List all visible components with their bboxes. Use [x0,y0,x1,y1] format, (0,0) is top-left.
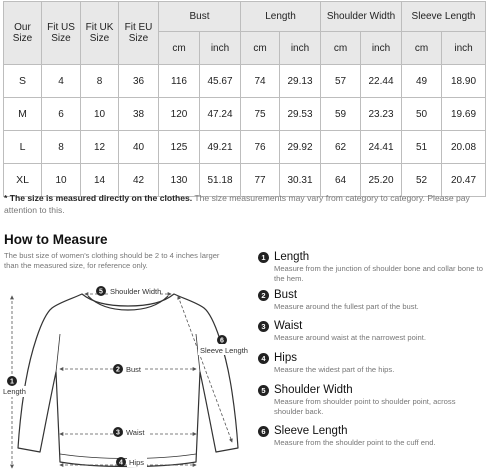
table-cell: 23.23 [361,98,402,131]
table-cell: 6 [42,98,81,131]
header-fit-us: Fit US Size [42,2,81,65]
unit-cm: cm [321,32,361,65]
header-fit-eu: Fit EU Size [119,2,159,65]
how-to-measure-title: How to Measure [4,232,108,247]
table-cell: 74 [241,65,280,98]
table-cell: 29.53 [280,98,321,131]
size-note [4,193,484,216]
diagram-label-hips [116,456,147,467]
table-cell: 30.31 [280,164,321,197]
diagram-label-bust [113,363,144,374]
measure-item-description: Measure from the junction of shoulder bone and collar bone to the hem. [274,264,483,283]
table-cell: 77 [241,164,280,197]
table-cell: 52 [402,164,442,197]
table-cell: 62 [321,131,361,164]
table-cell: 24.41 [361,131,402,164]
measure-item-description: Measure from the shoulder point to the cuff end. [274,438,436,447]
measure-item-title: Bust [274,289,298,301]
table-cell: 42 [119,164,159,197]
table-cell: XL [4,164,42,197]
diagram-text-length: Length [3,387,26,396]
table-row [4,98,486,131]
table-cell: S [4,65,42,98]
svg-text:2: 2 [116,366,120,374]
table-cell: 4 [42,65,81,98]
table-cell: 8 [42,131,81,164]
table-row [4,65,486,98]
table-cell: 45.67 [200,65,241,98]
table-cell: 51.18 [200,164,241,197]
size-table [3,1,486,197]
diagram-text-sleeve: Sleeve Length [200,346,248,355]
table-cell: 25.20 [361,164,402,197]
number-badge: 5 [258,385,269,396]
unit-inch: inch [361,32,402,65]
table-cell: 59 [321,98,361,131]
number-badge: 4 [258,353,269,364]
how-to-measure-subtitle: The bust size of women's clothing should be 2 to 4 inches larger than the measured size, for reference only. [4,251,220,270]
svg-text:5: 5 [99,288,103,296]
svg-text:4: 4 [119,459,123,467]
unit-inch: inch [442,32,486,65]
table-cell: 29.92 [280,131,321,164]
svg-text:6: 6 [220,337,224,345]
diagram-text-waist: Waist [126,428,145,437]
table-cell: 40 [119,131,159,164]
table-cell: 19.69 [442,98,486,131]
measure-item-title: Shoulder Width [274,384,353,396]
diagram-label-waist [113,426,148,437]
table-cell: 8 [81,65,119,98]
number-badge: 2 [258,290,269,301]
unit-inch: inch [280,32,321,65]
table-row [4,164,486,197]
unit-cm: cm [241,32,280,65]
diagram-text-bust: Bust [126,365,142,374]
table-cell: 14 [81,164,119,197]
table-cell: 20.47 [442,164,486,197]
header-our-size: Our Size [4,2,42,65]
measure-item-title: Waist [274,320,303,332]
header-length: Length [241,2,321,32]
svg-text:1: 1 [10,378,14,386]
measure-item-title: Sleeve Length [274,425,348,437]
sweater-outline [18,294,238,467]
table-cell: 29.13 [280,65,321,98]
measure-item-description: Measure from shoulder point to shoulder point, across shoulder back. [274,397,456,416]
table-cell: M [4,98,42,131]
table-cell: 10 [42,164,81,197]
table-cell: 10 [81,98,119,131]
table-cell: 76 [241,131,280,164]
measure-item-description: Measure around the fullest part of the bust. [274,302,419,311]
number-badge: 1 [258,252,269,263]
table-cell: 51 [402,131,442,164]
table-cell: 130 [159,164,200,197]
number-badge: 3 [258,321,269,332]
table-row [4,131,486,164]
table-cell: 57 [321,65,361,98]
header-fit-uk: Fit UK Size [81,2,119,65]
table-cell: 20.08 [442,131,486,164]
header-sleeve-length: Sleeve Length [402,2,486,32]
table-cell: 64 [321,164,361,197]
table-cell: 38 [119,98,159,131]
unit-inch: inch [200,32,241,65]
measurement-diagram [0,272,258,475]
diagram-text-hips: Hips [129,458,145,467]
measure-item-description: Measure around waist at the narrowest point. [274,333,426,342]
table-cell: 49 [402,65,442,98]
table-cell: 120 [159,98,200,131]
svg-text:3: 3 [116,429,120,437]
table-cell: 75 [241,98,280,131]
size-note-text: The size measurements may vary from category to category. Please pay attention to this. [4,193,470,215]
measure-item-title: Hips [274,352,298,364]
unit-cm: cm [402,32,442,65]
unit-cm: cm [159,32,200,65]
measure-item-description: Measure the widest part of the hips. [274,365,395,374]
header-bust: Bust [159,2,241,32]
diagram-text-shoulder: Shoulder Width [110,287,162,296]
header-shoulder-width: Shoulder Width [321,2,402,32]
number-badge: 6 [258,426,269,437]
size-note-emphasis: * The size is measured directly on the clothes. [4,193,193,203]
table-cell: 50 [402,98,442,131]
table-cell: 18.90 [442,65,486,98]
table-cell: 125 [159,131,200,164]
table-cell: 36 [119,65,159,98]
table-cell: 49.21 [200,131,241,164]
table-cell: 47.24 [200,98,241,131]
table-cell: 22.44 [361,65,402,98]
table-cell: 12 [81,131,119,164]
table-cell: L [4,131,42,164]
table-cell: 116 [159,65,200,98]
measure-item-title: Length [274,251,310,263]
